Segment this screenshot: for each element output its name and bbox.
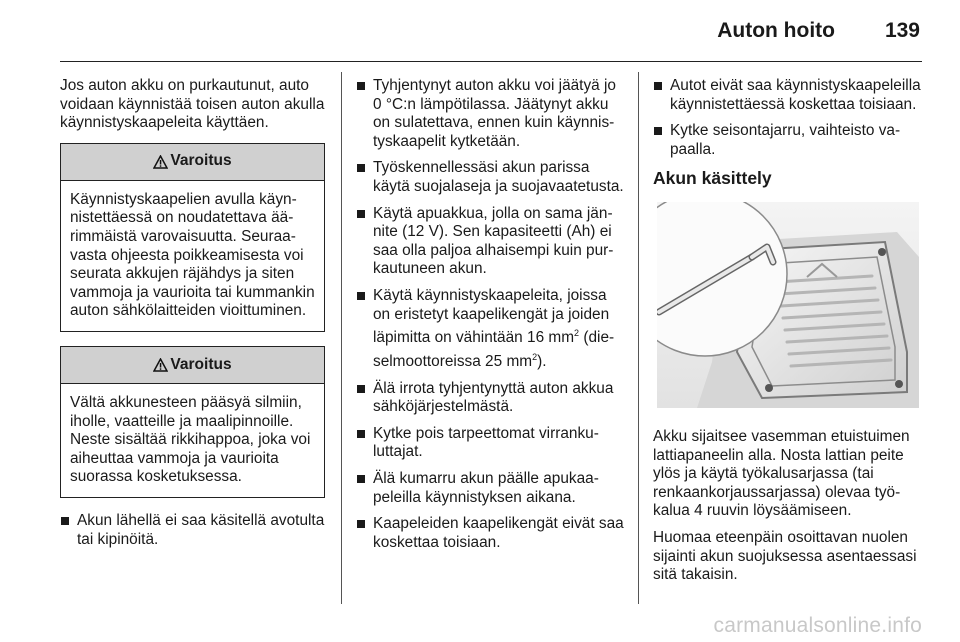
list-item-cable-size <box>356 287 624 372</box>
list-item: Kytke pois tarpeettomat virrankuluttajat. <box>356 425 624 462</box>
list-item: Työskennellessäsi akun parissa käytä suojalaseja ja suojavaatetusta. <box>356 159 624 196</box>
column-1 <box>60 77 325 557</box>
list-item-text: Käytä käynnistyskaapeleita, joissa on eristetyt kaapelikengät ja joiden läpimitta on vähintään 16 mm <box>373 286 610 347</box>
warning-triangle-icon <box>153 155 168 169</box>
column-divider-2 <box>638 72 639 604</box>
list-item: Älä kumarru akun päälle apukaapeleilla käynnistyksen aikana. <box>356 470 624 507</box>
page-number: 139 <box>884 19 920 42</box>
warning-text: Käynnistyskaapelien avulla käynnistettäessä on noudatettava äärimmäistä varovaisuutta. Seuraavasta ohjeesta poikkeamisesta voi seurata akkujen räjähdys ja siten vammoja ja vaurioita tai kummankin auton sähkölaitteiden vioittuminen. <box>70 190 315 320</box>
bullet-list <box>653 77 923 159</box>
list-item: Kaapeleiden kaapelikengät eivät saa koskettaa toisiaan. <box>356 515 624 552</box>
warning-box-2 <box>60 346 325 498</box>
bullet-list <box>60 512 325 549</box>
list-item: Kytke seisontajarru, vaihteisto vapaalla. <box>653 122 923 159</box>
paragraph-battery-location: Akku sijaitsee vasemman etuistuimen lattiapaneelin alla. Nosta lattian peite ylös ja käytä työkalusarjassa (tai renkaankorjaussarjassa) olevaa työkalua 4 ruuvin löysäämiseen. <box>653 427 910 520</box>
list-item: Autot eivät saa käynnistyskaapeleilla käynnistettäessä koskettaa toisiaan. <box>653 77 923 114</box>
bullet-list <box>356 77 624 552</box>
warning-triangle-icon <box>153 358 168 372</box>
section-heading: Akun käsittely <box>653 168 772 189</box>
intro-paragraph: Jos auton akku on purkautunut, auto voidaan käynnistää toisen auton akulla käynnistyskaapeleita käyttäen. <box>60 77 325 132</box>
list-item: Käytä apuakkua, jolla on sama jännite (12 V). Sen kapasiteetti (Ah) ei saa olla paljoa alhaisempi kuin purkautuneen akun. <box>356 205 624 279</box>
list-item: Akun lähellä ei saa käsitellä avotulta tai kipinöitä. <box>60 512 325 549</box>
column-2 <box>356 77 624 560</box>
watermark: carmanualsonline.info <box>713 614 922 637</box>
list-item: Tyhjentynyt auton akku voi jäätyä jo 0 °C:n lämpötilassa. Jäätynyt akku on sulatettava, ennen kuin käynnistyskaapelit kytketään. <box>356 77 624 151</box>
warning-header <box>61 347 324 384</box>
warning-text: Vältä akkunesteen pääsyä silmiin, iholle, vaatteille ja maalipinnoille. Neste sisältää rikkihappoa, joka voi aiheuttaa vammoja ja vaurioita suorassa kosketuksessa. <box>70 393 311 486</box>
warning-header <box>61 144 324 181</box>
list-item-text: (dieselmoottoreissa 25 mm <box>373 329 615 370</box>
column-divider-1 <box>341 72 342 604</box>
paragraph-arrow-note: Huomaa eteenpäin osoittavan nuolen sijainti akun suojuksessa asentaessasi sitä takaisin. <box>653 528 917 584</box>
warning-label: Varoitus <box>170 355 232 373</box>
warning-box-1 <box>60 143 325 332</box>
warning-label: Varoitus <box>170 152 232 170</box>
column-3 <box>653 77 923 593</box>
superscript: 2 <box>532 351 538 362</box>
battery-cover-illustration <box>657 202 919 408</box>
header-divider <box>60 61 922 62</box>
list-item-text: ). <box>537 352 547 370</box>
superscript: 2 <box>574 328 580 339</box>
list-item: Älä irrota tyhjentynyttä auton akkua sähköjärjestelmästä. <box>356 380 624 417</box>
running-header-title: Auton hoito <box>717 19 835 42</box>
